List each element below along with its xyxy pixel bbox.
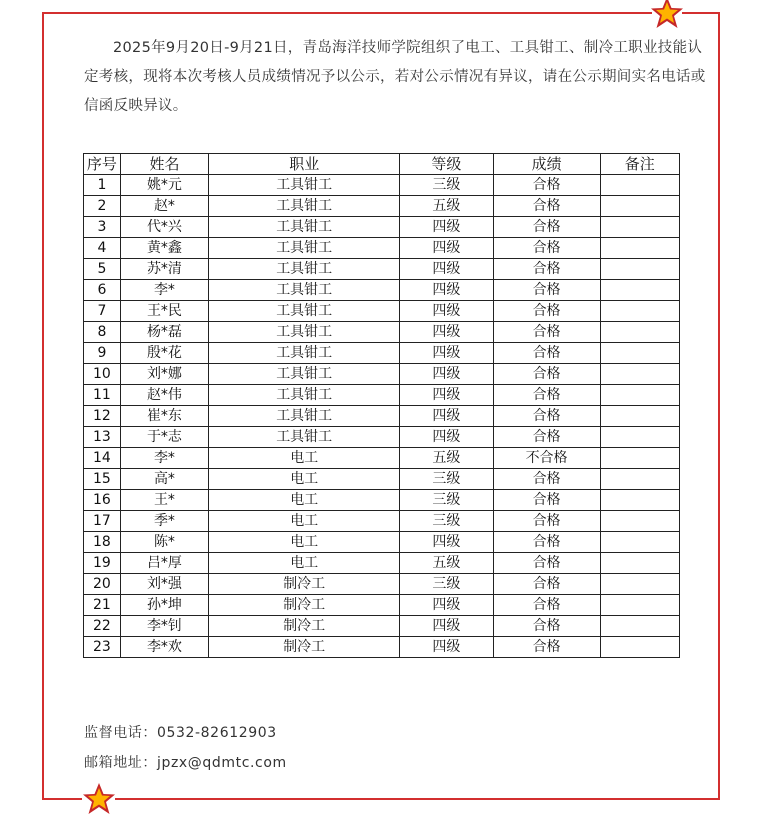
cell-job: 工具钳工 xyxy=(209,280,400,301)
table-body xyxy=(84,175,680,658)
cell-grade: 三级 xyxy=(400,511,493,532)
cell-name: 孙*坤 xyxy=(120,595,208,616)
cell-score: 合格 xyxy=(493,574,600,595)
cell-score: 合格 xyxy=(493,637,600,658)
cell-note xyxy=(600,448,679,469)
cell-no: 15 xyxy=(84,469,121,490)
cell-name: 殷*花 xyxy=(120,343,208,364)
cell-note xyxy=(600,385,679,406)
cell-no: 2 xyxy=(84,196,121,217)
cell-job: 工具钳工 xyxy=(209,301,400,322)
cell-name: 王*民 xyxy=(120,301,208,322)
table-row xyxy=(84,427,680,448)
cell-note xyxy=(600,364,679,385)
frame-right-border xyxy=(718,12,720,800)
frame-top-border xyxy=(42,12,652,14)
cell-name: 陈* xyxy=(120,532,208,553)
table-row xyxy=(84,259,680,280)
cell-score: 合格 xyxy=(493,595,600,616)
cell-score: 合格 xyxy=(493,280,600,301)
cell-note xyxy=(600,259,679,280)
table-row xyxy=(84,553,680,574)
cell-no: 22 xyxy=(84,616,121,637)
cell-name: 赵* xyxy=(120,196,208,217)
cell-name: 代*兴 xyxy=(120,217,208,238)
table-row xyxy=(84,637,680,658)
cell-name: 李* xyxy=(120,280,208,301)
cell-score: 合格 xyxy=(493,301,600,322)
cell-note xyxy=(600,469,679,490)
cell-name: 黄*鑫 xyxy=(120,238,208,259)
cell-score: 合格 xyxy=(493,175,600,196)
cell-score: 合格 xyxy=(493,343,600,364)
cell-no: 18 xyxy=(84,532,121,553)
cell-job: 工具钳工 xyxy=(209,364,400,385)
cell-score: 合格 xyxy=(493,259,600,280)
cell-name: 于*志 xyxy=(120,427,208,448)
cell-name: 姚*元 xyxy=(120,175,208,196)
cell-job: 工具钳工 xyxy=(209,217,400,238)
cell-score: 不合格 xyxy=(493,448,600,469)
cell-name: 赵*伟 xyxy=(120,385,208,406)
cell-grade: 五级 xyxy=(400,553,493,574)
cell-score: 合格 xyxy=(493,322,600,343)
table-row xyxy=(84,511,680,532)
table-row xyxy=(84,322,680,343)
cell-no: 6 xyxy=(84,280,121,301)
cell-score: 合格 xyxy=(493,490,600,511)
frame-top-border-right xyxy=(682,12,720,14)
cell-note xyxy=(600,322,679,343)
cell-name: 高* xyxy=(120,469,208,490)
frame-left-border xyxy=(42,12,44,800)
table-row xyxy=(84,217,680,238)
cell-no: 7 xyxy=(84,301,121,322)
cell-no: 12 xyxy=(84,406,121,427)
cell-name: 刘*强 xyxy=(120,574,208,595)
cell-note xyxy=(600,280,679,301)
cell-name: 李* xyxy=(120,448,208,469)
cell-no: 23 xyxy=(84,637,121,658)
cell-score: 合格 xyxy=(493,532,600,553)
cell-score: 合格 xyxy=(493,406,600,427)
cell-job: 工具钳工 xyxy=(209,427,400,448)
cell-score: 合格 xyxy=(493,616,600,637)
cell-no: 14 xyxy=(84,448,121,469)
table-row xyxy=(84,532,680,553)
cell-grade: 五级 xyxy=(400,448,493,469)
cell-note xyxy=(600,427,679,448)
cell-note xyxy=(600,238,679,259)
table-row xyxy=(84,385,680,406)
cell-note xyxy=(600,532,679,553)
cell-note xyxy=(600,511,679,532)
cell-name: 吕*厚 xyxy=(120,553,208,574)
cell-grade: 四级 xyxy=(400,595,493,616)
table-row xyxy=(84,469,680,490)
cell-no: 9 xyxy=(84,343,121,364)
cell-note xyxy=(600,406,679,427)
cell-score: 合格 xyxy=(493,511,600,532)
cell-job: 电工 xyxy=(209,511,400,532)
table-row xyxy=(84,616,680,637)
table-row xyxy=(84,406,680,427)
cell-grade: 四级 xyxy=(400,238,493,259)
header-job: 职业 xyxy=(209,154,400,175)
cell-grade: 三级 xyxy=(400,574,493,595)
header-name: 姓名 xyxy=(120,154,208,175)
cell-name: 李*欢 xyxy=(120,637,208,658)
cell-grade: 四级 xyxy=(400,280,493,301)
table-row xyxy=(84,448,680,469)
cell-grade: 三级 xyxy=(400,490,493,511)
cell-note xyxy=(600,196,679,217)
cell-name: 苏*清 xyxy=(120,259,208,280)
cell-job: 制冷工 xyxy=(209,595,400,616)
cell-job: 制冷工 xyxy=(209,574,400,595)
cell-grade: 三级 xyxy=(400,175,493,196)
table-row xyxy=(84,364,680,385)
cell-job: 工具钳工 xyxy=(209,238,400,259)
header-grade: 等级 xyxy=(400,154,493,175)
cell-job: 工具钳工 xyxy=(209,196,400,217)
cell-score: 合格 xyxy=(493,238,600,259)
cell-note xyxy=(600,343,679,364)
cell-note xyxy=(600,574,679,595)
cell-job: 电工 xyxy=(209,469,400,490)
cell-job: 电工 xyxy=(209,448,400,469)
cell-name: 季* xyxy=(120,511,208,532)
cell-job: 制冷工 xyxy=(209,616,400,637)
cell-grade: 三级 xyxy=(400,469,493,490)
table-row xyxy=(84,301,680,322)
cell-grade: 四级 xyxy=(400,385,493,406)
cell-job: 工具钳工 xyxy=(209,259,400,280)
cell-note xyxy=(600,595,679,616)
cell-job: 电工 xyxy=(209,532,400,553)
cell-note xyxy=(600,637,679,658)
cell-no: 8 xyxy=(84,322,121,343)
star-icon xyxy=(82,782,116,816)
star-icon xyxy=(650,0,684,30)
cell-job: 制冷工 xyxy=(209,637,400,658)
cell-no: 16 xyxy=(84,490,121,511)
cell-no: 1 xyxy=(84,175,121,196)
cell-grade: 五级 xyxy=(400,196,493,217)
cell-grade: 四级 xyxy=(400,259,493,280)
cell-job: 电工 xyxy=(209,490,400,511)
cell-no: 13 xyxy=(84,427,121,448)
cell-job: 工具钳工 xyxy=(209,343,400,364)
cell-job: 工具钳工 xyxy=(209,175,400,196)
cell-name: 刘*娜 xyxy=(120,364,208,385)
table-row xyxy=(84,238,680,259)
supervision-phone: 监督电话：0532-82612903 xyxy=(84,725,277,741)
results-table xyxy=(83,153,680,658)
header-no: 序号 xyxy=(84,154,121,175)
cell-grade: 四级 xyxy=(400,406,493,427)
table-row xyxy=(84,175,680,196)
cell-note xyxy=(600,175,679,196)
cell-name: 王* xyxy=(120,490,208,511)
cell-grade: 四级 xyxy=(400,322,493,343)
header-score: 成绩 xyxy=(493,154,600,175)
cell-no: 5 xyxy=(84,259,121,280)
cell-name: 李*钊 xyxy=(120,616,208,637)
cell-score: 合格 xyxy=(493,553,600,574)
notice-paragraph: 2025年9月20日-9月21日，青岛海洋技师学院组织了电工、工具钳工、制冷工职业技能认定考核，现将本次考核人员成绩情况予以公示，若对公示情况有异议，请在公示期间实名电话或信函反映异议。 xyxy=(84,40,706,114)
cell-score: 合格 xyxy=(493,196,600,217)
cell-note xyxy=(600,301,679,322)
table-row xyxy=(84,574,680,595)
table-row xyxy=(84,280,680,301)
cell-job: 工具钳工 xyxy=(209,385,400,406)
cell-no: 10 xyxy=(84,364,121,385)
cell-note xyxy=(600,490,679,511)
cell-job: 电工 xyxy=(209,553,400,574)
cell-job: 工具钳工 xyxy=(209,406,400,427)
cell-grade: 四级 xyxy=(400,343,493,364)
cell-name: 崔*东 xyxy=(120,406,208,427)
cell-no: 21 xyxy=(84,595,121,616)
cell-score: 合格 xyxy=(493,427,600,448)
table-row xyxy=(84,595,680,616)
table-row xyxy=(84,343,680,364)
table-row xyxy=(84,196,680,217)
cell-note xyxy=(600,616,679,637)
frame-bottom-border-right xyxy=(115,798,720,800)
contact-email: 邮箱地址：jpzx@qdmtc.com xyxy=(84,755,287,771)
cell-job: 工具钳工 xyxy=(209,322,400,343)
cell-grade: 四级 xyxy=(400,637,493,658)
frame-bottom-border xyxy=(42,798,82,800)
cell-grade: 四级 xyxy=(400,616,493,637)
cell-score: 合格 xyxy=(493,217,600,238)
cell-name: 杨*磊 xyxy=(120,322,208,343)
cell-note xyxy=(600,553,679,574)
cell-no: 19 xyxy=(84,553,121,574)
cell-no: 4 xyxy=(84,238,121,259)
header-note: 备注 xyxy=(600,154,679,175)
cell-score: 合格 xyxy=(493,364,600,385)
cell-no: 3 xyxy=(84,217,121,238)
cell-score: 合格 xyxy=(493,469,600,490)
cell-grade: 四级 xyxy=(400,301,493,322)
cell-grade: 四级 xyxy=(400,427,493,448)
cell-grade: 四级 xyxy=(400,532,493,553)
table-header-row xyxy=(84,154,680,175)
cell-score: 合格 xyxy=(493,385,600,406)
cell-no: 20 xyxy=(84,574,121,595)
cell-grade: 四级 xyxy=(400,364,493,385)
cell-no: 11 xyxy=(84,385,121,406)
cell-grade: 四级 xyxy=(400,217,493,238)
cell-note xyxy=(600,217,679,238)
table-row xyxy=(84,490,680,511)
cell-no: 17 xyxy=(84,511,121,532)
